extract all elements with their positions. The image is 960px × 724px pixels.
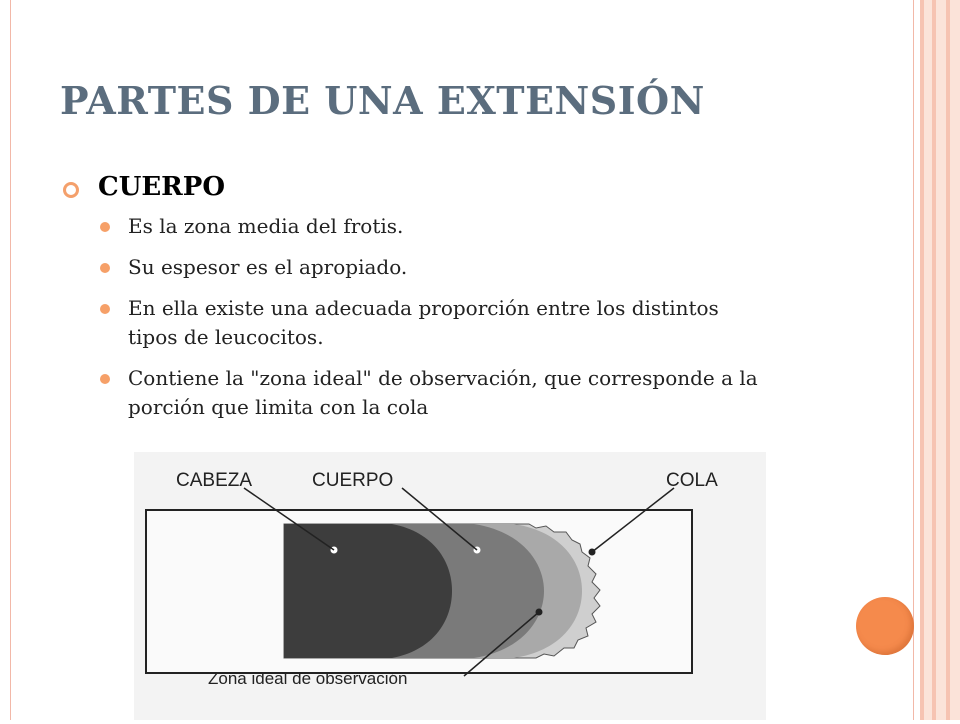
list-item <box>60 294 760 352</box>
bullet-dot-icon <box>100 304 110 314</box>
list-item-text: En ella existe una adecuada proporción entre los distintos tipos de leucocitos. <box>128 296 719 349</box>
list-item-text: Es la zona media del frotis. <box>128 214 404 238</box>
list-item-text: Contiene la "zona ideal" de observación, que corresponde a la porción que limita con la cola <box>128 366 758 419</box>
ring-bullet-icon <box>63 182 79 198</box>
slide-content <box>60 172 760 434</box>
decorative-circle <box>856 597 914 655</box>
decorative-stripes <box>916 0 960 720</box>
label-zona-ideal: Zona ideal de observación <box>208 669 408 688</box>
list-item-text: Su espesor es el apropiado. <box>128 255 408 279</box>
list-item <box>60 253 760 282</box>
label-cuerpo: CUERPO <box>312 470 394 491</box>
slide-title: PARTES DE UNA EXTENSIÓN <box>60 78 705 123</box>
section-heading <box>60 172 760 202</box>
bullet-dot-icon <box>100 374 110 384</box>
label-cola: COLA <box>666 470 718 491</box>
bullet-list <box>60 212 760 422</box>
bullet-dot-icon <box>100 263 110 273</box>
label-cabeza: CABEZA <box>176 470 253 491</box>
list-item <box>60 364 760 422</box>
smear-diagram <box>134 452 766 720</box>
bullet-dot-icon <box>100 222 110 232</box>
section-heading-text: CUERPO <box>98 172 225 202</box>
cabeza-region <box>284 524 452 658</box>
list-item <box>60 212 760 241</box>
